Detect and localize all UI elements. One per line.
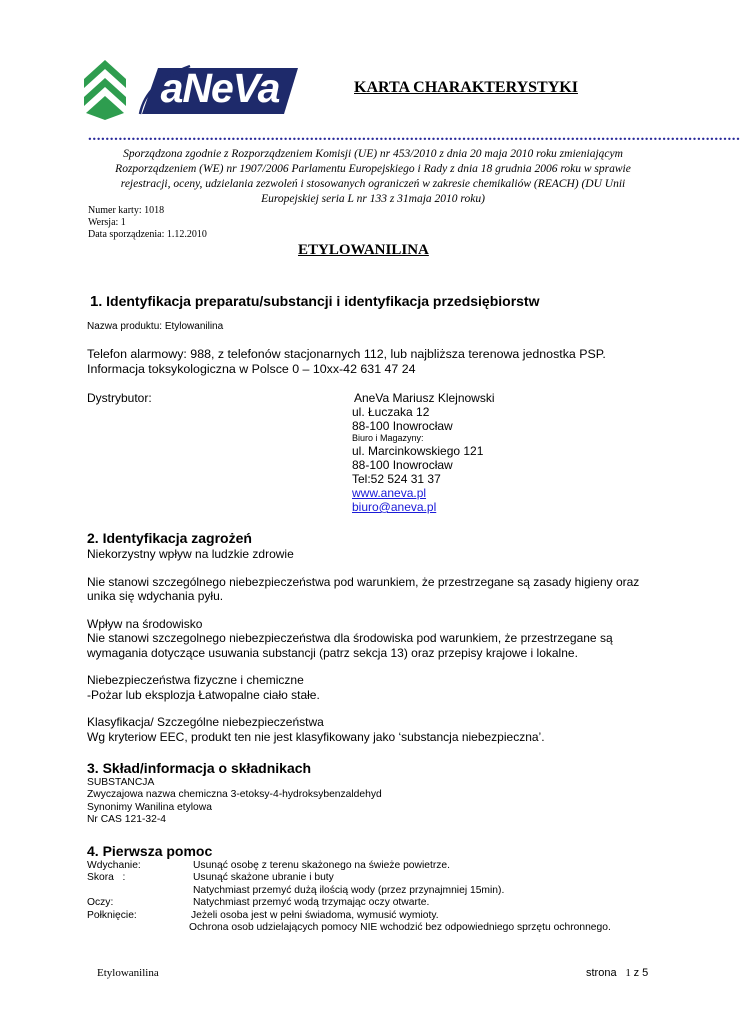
toxicology-line: Informacja toksykologiczna w Polsce 0 – 10xx-42 631 47 24 [87,361,416,376]
inhale-label: Wdychanie: [87,860,141,871]
section-3-body [87,777,382,827]
intro-line: Europejskiej seria L nr 133 z 31maja 2010 roku) [261,193,485,205]
phone-number: Tel:52 524 31 37 [352,472,441,486]
section-2-body [87,547,687,744]
eyes-label: Oczy: [87,897,114,909]
skin-label: Skora : [87,872,126,884]
first-aid-table [87,860,687,940]
version: Wersja: 1 [88,217,126,228]
address-street: ul. Łuczaka 12 [352,405,430,419]
section-2-heading: 2. Identyfikacja zagrożeń [87,530,252,546]
section-title: . Identyfikacja preparatu/substancji i identyfikacja przedsiębiorstw [98,293,540,309]
address-city: 88-100 Inowrocław [352,419,453,433]
page-title: KARTA CHARAKTERYSTYKI [354,79,578,96]
emergency-phone [87,347,606,376]
text-line: wymagania dotyczące usuwania substancji (patrz sekcja 13) oraz przepisy krajowe i lokalne. [87,645,578,660]
document-title: ETYLOWANILINA [298,242,429,258]
dotted-separator: ...................................................................................................................................................... [88,128,741,144]
text-line: Nr CAS 121-32-4 [87,814,166,826]
eyes-text: Natychmiast przemyć wodą trzymając oczy otwarte. [193,897,430,909]
card-number: Numer karty: 1018 [88,205,165,216]
distributor-address [352,405,483,514]
page-label: strona [586,967,617,979]
page-number: 1 [625,967,631,979]
section-number: 1 [90,293,99,310]
company-logo [84,58,300,120]
intro-line: rejestracji, oceny, udzielania zezwoleń i stosowanych ograniczeń w zakresie chemikaliów (REACH) (DU Unii [120,178,626,190]
inhale-text: Usunąć osobę z terenu skażonego na świeże powietrze. [193,860,450,871]
section-3-heading: 3. Skład/informacja o składnikach [87,760,312,776]
text-line: Wg kryteriow EEC, produkt ten nie jest klasyfikowany jako ‘substancja niebezpieczna’. [87,729,545,744]
skin-text: Usunąć skażone ubranie i buty [193,872,334,884]
creation-date: Data sporządzenia: 1.12.2010 [88,229,207,240]
intro-line: Sporządzona zgodnie z Rozporządzeniem Komisji (UE) nr 453/2010 z dnia 20 maja 2010 roku zmieniającym [123,148,623,160]
distributor-name: AneVa Mariusz Klejnowski [354,391,495,405]
phone-line: Telefon alarmowy: 988, z telefonów stacjonarnych 112, lub najbliższa terenowa jednostka PSP. [87,347,606,361]
text-line: Zwyczajowa nazwa chemiczna 3-etoksy-4-hydroksybenzaldehyd [87,789,382,801]
text-line: -Pożar lub eksplozja Łatwopalne ciało stałe. [87,687,320,702]
text-line: Niebezpieczeństwa fizyczne i chemiczne [87,673,304,687]
text-line: Niekorzystny wpływ na ludzkie zdrowie [87,547,294,561]
address-city: 88-100 Inowrocław [352,458,453,472]
text-line: unika się wdychania pyłu. [87,589,224,603]
swallow-label: Połknięcie: [87,909,137,921]
website-link[interactable]: www.aneva.pl [352,486,427,500]
text-line: Synonimy Wanilina etylowa [87,801,212,813]
text-line: Wpływ na środowisko [87,616,203,631]
text-line: Nie stanowi szczegolnego niebezpieczeństwa dla środowiska pod warunkiem, że przestrzegane są [87,631,613,645]
footer-page [586,967,648,980]
green-chevron-icon [84,60,126,120]
office-label: Biuro i Magazyny: [352,433,424,443]
text-line: SUBSTANCJA [87,777,155,788]
email-link[interactable]: biuro@aneva.pl [352,500,437,514]
logo-text: aNeVa [160,65,280,111]
footer-doc-name: Etylowanilina [97,967,159,979]
section-4-heading: 4. Pierwsza pomoc [87,843,213,859]
skin-text: Natychmiast przemyć dużą ilością wody (przez przynajmniej 15min). [193,884,505,896]
product-name: Nazwa produktu: Etylowanilina [87,321,224,332]
swallow-text: Jeżeli osoba jest w pełni świadoma, wymusić wymioty. [191,909,439,921]
swallow-text: Ochrona osob udzielających pomocy NIE wchodzić bez odpowiedniego sprzętu ochronnego. [189,922,611,933]
text-line: Klasyfikacja/ Szczególne niebezpieczeństwa [87,715,324,729]
text-line: Nie stanowi szczególnego niebezpieczeństwa pod warunkiem, że przestrzegane są zasady higieny oraz [87,574,640,589]
intro-line: Rozporządzeniem (WE) nr 1907/2006 Parlamentu Europejskiego i Rady z dnia 18 grudnia 2006 roku w sprawie [115,163,631,175]
page-total: z 5 [633,967,649,979]
distributor-label: Dystrybutor: [87,391,152,405]
section-1-heading [90,292,539,311]
address-street: ul. Marcinkowskiego 121 [352,444,484,458]
regulation-intro [90,147,656,207]
